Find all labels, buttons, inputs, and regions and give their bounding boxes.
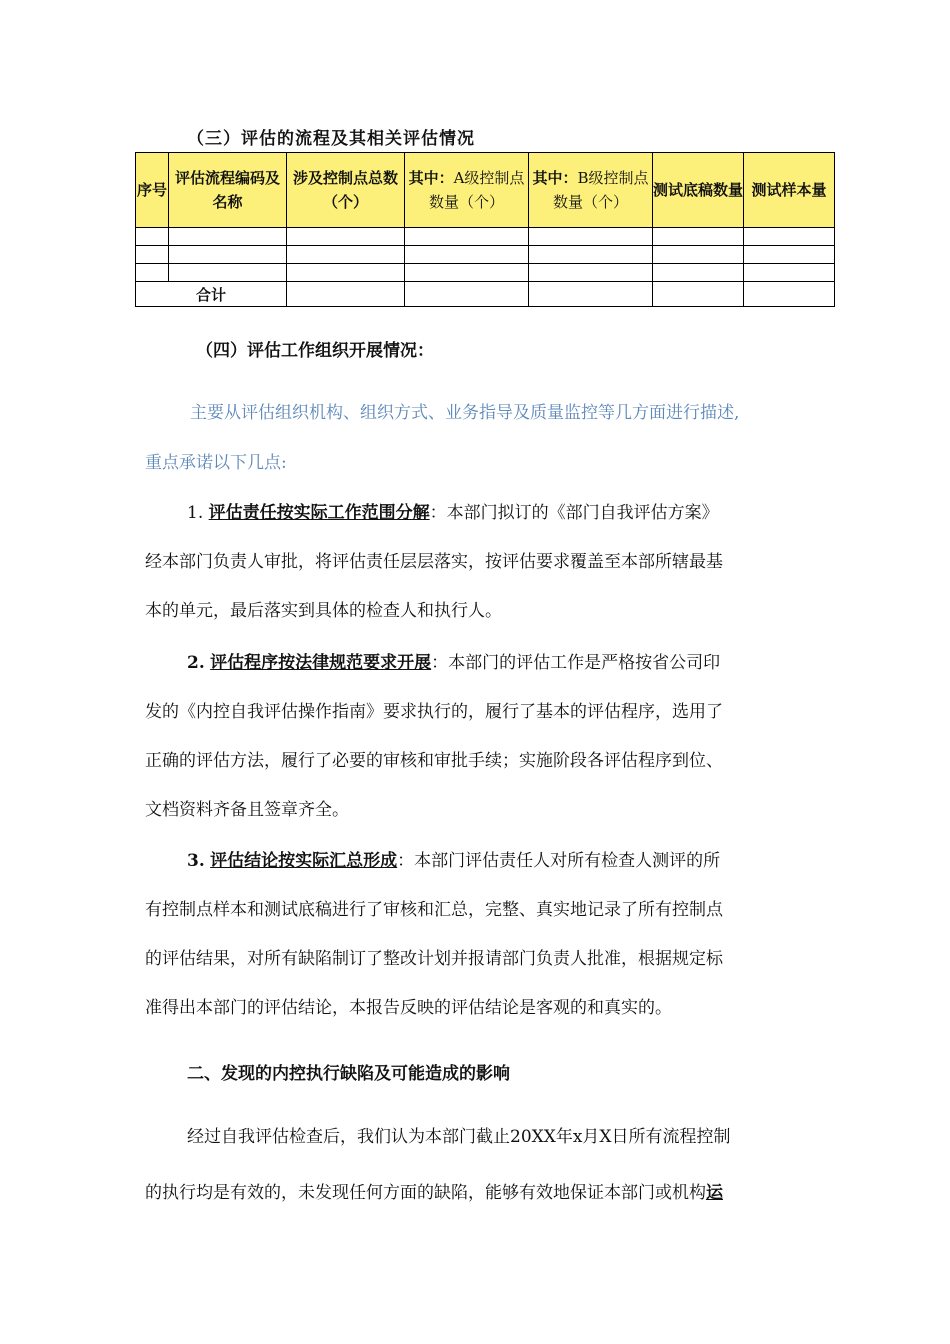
section-two-line-1: 经过自我评估检查后，我们认为本部门截止20XX年x月X日所有流程控制 <box>187 1127 731 1147</box>
table-row <box>136 264 835 282</box>
section-two-line-2: 的执行均是有效的，未发现任何方面的缺陷，能够有效地保证本部门或机构运 <box>145 1183 723 1203</box>
header-cell-samples: 测试样本量 <box>744 153 835 228</box>
table-total-row <box>136 282 835 307</box>
item-1-line-1: 1. 评估责任按实际工作范围分解：本部门拟订的《部门自我评估方案》 <box>187 503 719 523</box>
item-1-line-2: 经本部门负责人审批，将评估责任层层落实，按评估要求覆盖至本部所辖最基 <box>145 552 723 572</box>
item-2-line-4: 文档资料齐备且签章齐全。 <box>145 800 349 820</box>
section-two-title: 二、发现的内控执行缺陷及可能造成的影响 <box>187 1064 510 1084</box>
item-3-line-3: 的评估结果，对所有缺陷制订了整改计划并报请部门负责人批准，根据规定标 <box>145 949 723 969</box>
header-cell-serial: 序号 <box>136 153 169 228</box>
item-1-heading: 评估责任按实际工作范围分解 <box>208 503 430 523</box>
item-1-line-3: 本的单元，最后落实到具体的检查人和执行人。 <box>145 601 502 621</box>
header-cell-b-level: 其中：B级控制点数量（个） <box>529 153 653 228</box>
item-2-line-1: 2. 评估程序按法律规范要求开展：本部门的评估工作是严格按省公司印 <box>187 653 721 673</box>
item-3-heading: 评估结论按实际汇总形成 <box>210 851 398 871</box>
header-cell-workpapers: 测试底稿数量 <box>653 153 744 228</box>
item-3-line-2: 有控制点样本和测试底稿进行了审核和汇总，完整、真实地记录了所有控制点 <box>145 900 723 920</box>
item-3-line-1: 3. 评估结论按实际汇总形成：本部门评估责任人对所有检查人测评的所 <box>187 851 721 871</box>
section-4-title: （四）评估工作组织开展情况： <box>196 341 434 361</box>
intro-line-1: 主要从评估组织机构、组织方式、业务指导及质量监控等几方面进行描述, <box>190 403 740 423</box>
table-row <box>136 246 835 264</box>
header-cell-control-total: 涉及控制点总数（个） <box>287 153 405 228</box>
item-2-line-3: 正确的评估方法，履行了必要的审核和审批手续；实施阶段各评估程序到位、 <box>145 751 723 771</box>
section-3-title: （三）评估的流程及其相关评估情况 <box>187 129 475 149</box>
header-cell-a-level: 其中：A级控制点数量（个） <box>405 153 529 228</box>
item-3-line-4: 准得出本部门的评估结论，本报告反映的评估结论是客观的和真实的。 <box>145 998 672 1018</box>
header-cell-process: 评估流程编码及名称 <box>169 153 287 228</box>
table-header-row <box>136 153 835 228</box>
item-2-heading: 评估程序按法律规范要求开展 <box>210 653 432 673</box>
item-2-line-2: 发的《内控自我评估操作指南》要求执行的，履行了基本的评估程序，选用了 <box>145 702 723 722</box>
table-row <box>136 228 835 246</box>
intro-line-2: 重点承诺以下几点: <box>145 453 287 473</box>
total-label: 合计 <box>136 282 287 307</box>
evaluation-process-table <box>135 152 835 307</box>
